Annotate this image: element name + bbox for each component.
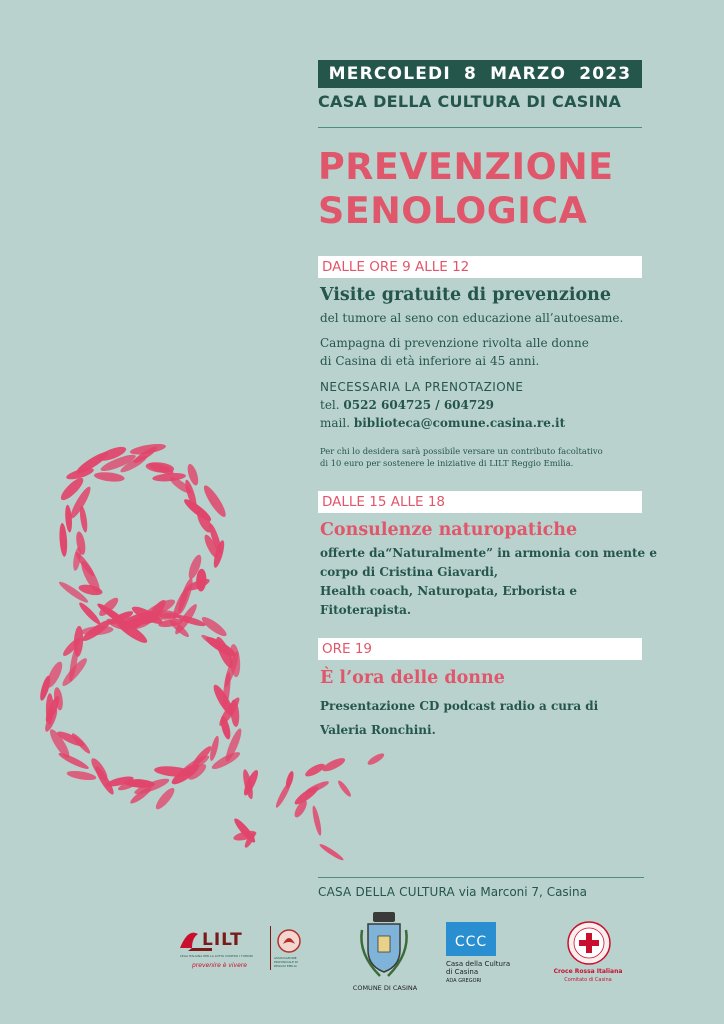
lilt-logo <box>178 924 310 974</box>
cri-subtitle: Comitato di Casina <box>564 977 612 983</box>
session-1-subheading: del tumore al seno con educazione all’autoesame. <box>320 311 624 325</box>
petal <box>311 805 323 836</box>
event-date-banner: MERCOLEDI 8 MARZO 2023 <box>318 60 642 88</box>
petal <box>366 751 386 767</box>
petal <box>304 779 330 796</box>
petal <box>94 471 126 483</box>
footer-venue-name: CASA DELLA CULTURA <box>318 885 455 899</box>
croce-rossa-logo <box>548 920 628 986</box>
phone-prefix: tel. <box>320 398 340 412</box>
email-prefix: mail. <box>320 416 351 430</box>
session-2-description <box>320 544 657 620</box>
petal <box>274 780 293 809</box>
lilt-partner-text: ASSOCIAZIONE PROVINCIALE DI REGGIO EMILIA <box>274 956 299 968</box>
contribution-note <box>320 445 603 469</box>
comune-casina-logo <box>350 910 420 998</box>
lilt-separator <box>270 926 271 970</box>
session-3-description <box>320 694 598 742</box>
comune-name: COMUNE DI CASINA <box>352 984 418 992</box>
session-2-line-4: Fitoterapista. <box>320 603 412 617</box>
ccc-text <box>446 960 510 985</box>
petal <box>44 660 65 690</box>
petal <box>64 504 73 532</box>
session-3-line-1: Presentazione CD podcast radio a cura di <box>320 699 599 713</box>
petal <box>336 779 352 798</box>
ccc-badge: CCC <box>446 922 496 956</box>
footer-street: via Marconi 7, Casina <box>458 885 587 899</box>
booking-phone <box>320 397 494 414</box>
session-1-heading: Visite gratuite di prevenzione <box>320 285 611 305</box>
session-2-line-2: corpo di Cristina Giavardi, <box>320 565 499 579</box>
session-1-campaign <box>320 334 589 370</box>
note-line-2: di 10 euro per sostenere le iniziative di LILT Reggio Emilia. <box>320 458 574 468</box>
petal <box>153 785 177 811</box>
campaign-line-2: di Casina di età inferiore ai 45 anni. <box>320 354 540 368</box>
petal <box>66 769 97 781</box>
session-3-heading: È l’ora delle donne <box>320 668 505 688</box>
lilt-partner-emblem-icon <box>276 928 302 954</box>
casa-cultura-logo <box>446 922 526 988</box>
ccc-line-2: di Casina <box>446 968 479 976</box>
session-2-line-3: Health coach, Naturopata, Erborista e <box>320 584 578 598</box>
campaign-line-1: Campagna di prevenzione rivolta alle donne <box>320 336 589 350</box>
divider <box>318 127 642 128</box>
booking-email <box>320 415 565 432</box>
title-line-2: SENOLOGICA <box>318 189 588 232</box>
booking-required-label: NECESSARIA LA PRENOTAZIONE <box>320 380 524 394</box>
note-line-1: Per chi lo desidera sarà possibile versare un contributo facoltativo <box>320 446 603 456</box>
petal <box>318 842 345 862</box>
petal <box>232 816 258 845</box>
session-2-heading: Consulenze naturopatiche <box>320 520 578 540</box>
ccc-line-1: Casa della Cultura <box>446 960 511 968</box>
cri-name: Croce Rossa Italiana <box>553 968 623 975</box>
title-line-1: PREVENZIONE <box>318 145 614 188</box>
crest-icon <box>356 910 412 980</box>
session-1-time: DALLE ORE 9 ALLE 12 <box>318 256 642 278</box>
footer-divider <box>318 877 644 878</box>
page-title <box>318 145 648 233</box>
session-2-line-1: offerte da“Naturalmente” in armonia con mente e <box>320 546 657 560</box>
session-3-time: ORE 19 <box>318 638 642 660</box>
session-3-line-2: Valeria Ronchini. <box>320 723 436 737</box>
event-venue-heading: CASA DELLA CULTURA DI CASINA <box>318 92 622 111</box>
lilt-description: LEGA ITALIANA PER LA LOTTA CONTRO I TUMORI <box>180 954 253 958</box>
red-cross-icon <box>566 920 612 966</box>
phone-number[interactable]: 0522 604725 / 604729 <box>343 398 494 412</box>
ccc-line-3: ADA GREGORI <box>446 978 482 984</box>
email-address[interactable]: biblioteca@comune.casina.re.it <box>353 416 566 430</box>
lilt-name: LILT <box>202 930 243 950</box>
petal <box>58 523 68 557</box>
session-2-time: DALLE 15 ALLE 18 <box>318 491 642 513</box>
lilt-slogan: prevenire è vivere <box>192 962 247 969</box>
footer-address <box>318 885 648 899</box>
